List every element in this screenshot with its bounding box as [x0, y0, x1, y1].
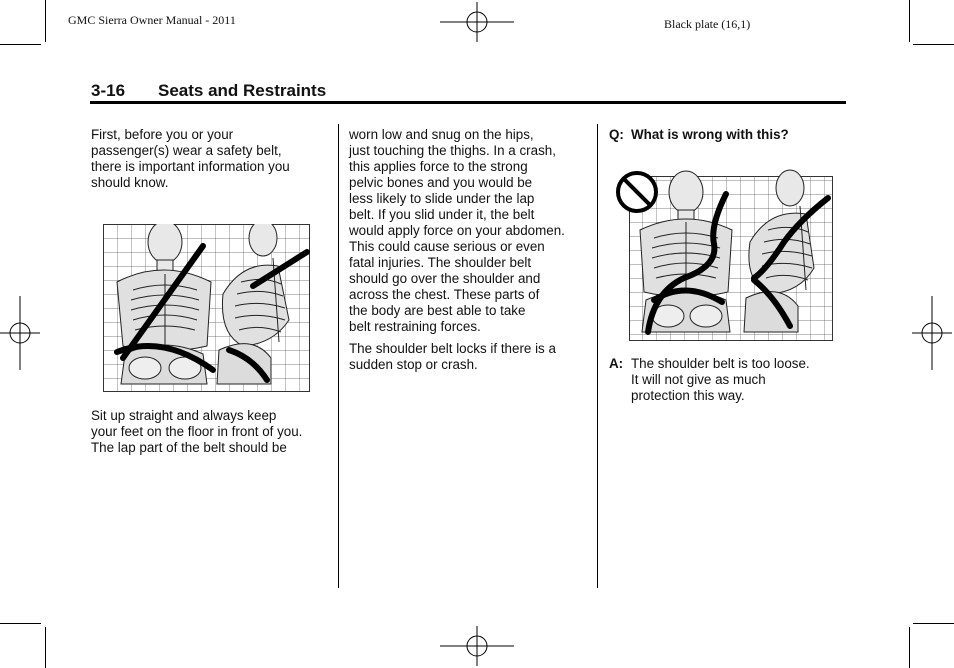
crop-mark — [0, 44, 41, 45]
answer — [609, 356, 839, 404]
crop-mark — [909, 0, 910, 42]
no-symbol-icon — [618, 173, 656, 211]
answer-label: A: — [609, 356, 624, 371]
illustration-correct-belt — [103, 224, 310, 392]
manual-title: GMC Sierra Owner Manual - 2011 — [68, 13, 236, 27]
registration-mark-icon — [440, 2, 514, 42]
crop-mark — [45, 627, 46, 668]
column-divider — [338, 124, 339, 588]
column1-paragraph2: Sit up straight and always keep your feet on the floor in front of you. The lap part of the belt should be — [91, 408, 303, 455]
question-text: What is wrong with this? — [631, 127, 789, 142]
section-heading — [91, 81, 326, 101]
crop-mark — [913, 44, 954, 45]
illustration-loose-belt — [614, 166, 834, 342]
crop-mark — [0, 623, 41, 624]
column1-paragraph1: First, before you or your passenger(s) wear a safety belt, there is important information you should know. — [91, 127, 290, 190]
column2-paragraph1: worn low and snug on the hips, just touching the thighs. In a crash, this applies force to the strong pelvic bones and you would be less likely to slide under the lap belt. If you slid under it, the belt would apply force on your abdomen. This could cause serious or even fatal injuries. The shoulder belt should go over the shoulder and across the chest. These parts of the body are best able to take belt restraining forces. — [349, 127, 565, 334]
registration-mark-icon — [912, 296, 952, 370]
question — [609, 127, 839, 143]
section-title: Seats and Restraints — [158, 81, 327, 100]
question-label: Q: — [609, 127, 624, 142]
plate-label: Black plate (16,1) — [664, 17, 751, 31]
registration-mark-icon — [440, 626, 514, 666]
crop-mark — [45, 0, 46, 42]
crop-mark — [909, 627, 910, 668]
column-divider — [597, 124, 598, 588]
page-number: 3-16 — [91, 81, 126, 100]
answer-text: The shoulder belt is too loose. It will not give as much protection this way. — [631, 356, 810, 403]
column2-paragraph2: The shoulder belt locks if there is a sudden stop or crash. — [349, 341, 556, 372]
heading-rule — [90, 101, 846, 104]
crop-mark — [913, 623, 954, 624]
registration-mark-icon — [0, 296, 40, 370]
